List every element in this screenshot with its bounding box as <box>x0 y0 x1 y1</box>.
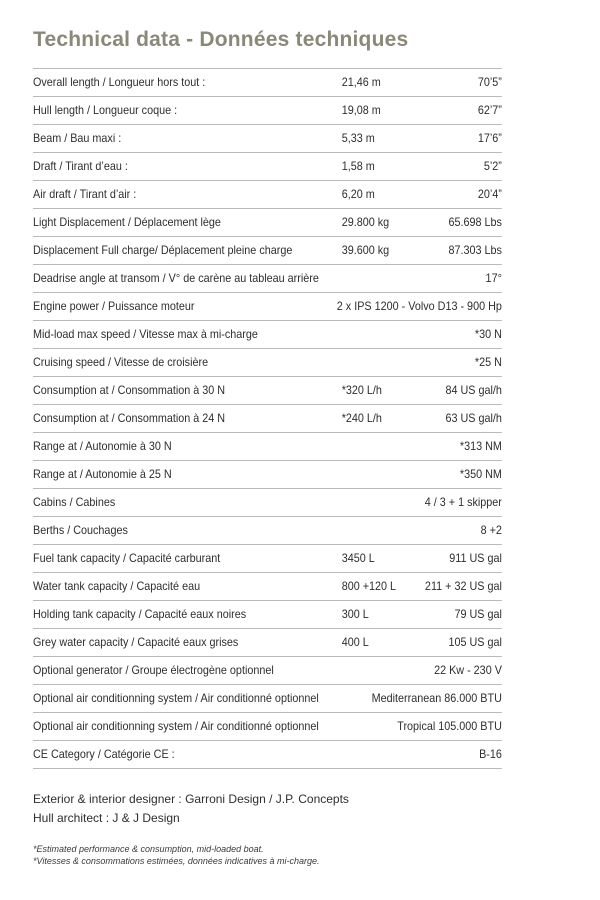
table-row <box>33 629 502 657</box>
footnotes <box>33 843 319 867</box>
table-row <box>33 97 502 125</box>
spec-label: Overall length / Longueur hors tout : <box>33 75 206 89</box>
spec-metric-value: *240 L/h <box>341 411 382 425</box>
spec-label: Holding tank capacity / Capacité eaux noires <box>33 607 247 621</box>
spec-imperial-value: 105 US gal <box>448 635 502 649</box>
table-row <box>33 685 502 713</box>
spec-metric-value: 1,58 m <box>341 159 375 173</box>
spec-imperial-value: 84 US gal/h <box>445 383 502 397</box>
spec-metric-value: 21,46 m <box>341 75 381 89</box>
spec-metric-value: 5,33 m <box>341 131 375 145</box>
spec-imperial-value: 22 Kw - 230 V <box>434 663 502 677</box>
table-row <box>33 181 502 209</box>
spec-metric-value: 6,20 m <box>341 187 375 201</box>
table-row <box>33 601 502 629</box>
spec-metric-value: 400 L <box>341 635 369 649</box>
spec-imperial-value: 911 US gal <box>449 551 502 565</box>
spec-metric-value: 3450 L <box>341 551 375 565</box>
page-title: Technical data - Données techniques <box>33 28 409 51</box>
spec-metric-value: *320 L/h <box>341 383 382 397</box>
table-row <box>33 405 502 433</box>
spec-label: Mid-load max speed / Vitesse max à mi-charge <box>33 327 258 341</box>
spec-imperial-value: *350 NM <box>459 467 502 481</box>
spec-label: Optional air conditionning system / Air conditionné optionnel <box>33 719 319 733</box>
spec-label: Deadrise angle at transom / V° de carène au tableau arrière <box>33 271 319 285</box>
spec-imperial-value: 5’2” <box>483 159 502 173</box>
spec-imperial-value: *313 NM <box>459 439 502 453</box>
spec-metric-value: 300 L <box>341 607 369 621</box>
spec-metric-value: 39.600 kg <box>341 243 390 257</box>
spec-label: Optional generator / Groupe électrogène optionnel <box>33 663 274 677</box>
table-row <box>33 321 502 349</box>
spec-imperial-value: 2 x IPS 1200 - Volvo D13 - 900 Hp <box>336 299 502 313</box>
spec-metric-value: 800 +120 L <box>341 579 397 593</box>
spec-imperial-value: Tropical 105.000 BTU <box>397 719 502 733</box>
table-row <box>33 657 502 685</box>
table-row <box>33 153 502 181</box>
table-row <box>33 349 502 377</box>
spec-label: Displacement Full charge/ Déplacement pleine charge <box>33 243 293 257</box>
spec-label: Cabins / Cabines <box>33 495 116 509</box>
architect-credit: Hull architect : J & J Design <box>33 811 180 825</box>
footnote-english: *Estimated performance & consumption, mid-loaded boat. <box>33 844 264 854</box>
spec-label: Grey water capacity / Capacité eaux grises <box>33 635 239 649</box>
table-row <box>33 125 502 153</box>
spec-imperial-value: *30 N <box>474 327 502 341</box>
table-row <box>33 377 502 405</box>
spec-label: Range at / Autonomie à 30 N <box>33 439 172 453</box>
spec-label: Optional air conditionning system / Air conditionné optionnel <box>33 691 319 705</box>
table-row <box>33 265 502 293</box>
spec-imperial-value: 63 US gal/h <box>445 411 502 425</box>
table-row <box>33 517 502 545</box>
spec-metric-value: 19,08 m <box>341 103 381 117</box>
spec-imperial-value: 87.303 Lbs <box>448 243 502 257</box>
designer-credit: Exterior & interior designer : Garroni Design / J.P. Concepts <box>33 792 349 806</box>
spec-imperial-value: *25 N <box>474 355 502 369</box>
spec-imperial-value: 17’6” <box>477 131 502 145</box>
spec-label: Range at / Autonomie à 25 N <box>33 467 172 481</box>
spec-label: Hull length / Longueur coque : <box>33 103 178 117</box>
spec-label: CE Category / Catégorie CE : <box>33 747 175 761</box>
spec-imperial-value: Mediterranean 86.000 BTU <box>371 691 502 705</box>
spec-label: Consumption at / Consommation à 24 N <box>33 411 226 425</box>
credits-block <box>33 790 349 828</box>
spec-label: Light Displacement / Déplacement lège <box>33 215 221 229</box>
table-row <box>33 209 502 237</box>
spec-imperial-value: 8 +2 <box>480 523 502 537</box>
spec-label: Consumption at / Consommation à 30 N <box>33 383 226 397</box>
table-row <box>33 741 502 769</box>
spec-label: Water tank capacity / Capacité eau <box>33 579 201 593</box>
table-row <box>33 293 502 321</box>
spec-table <box>33 68 502 769</box>
table-row <box>33 237 502 265</box>
spec-imperial-value: 79 US gal <box>454 607 502 621</box>
spec-label: Beam / Bau maxi : <box>33 131 122 145</box>
spec-imperial-value: B-16 <box>479 747 502 761</box>
spec-label: Fuel tank capacity / Capacité carburant <box>33 551 221 565</box>
spec-imperial-value: 70’5” <box>477 75 502 89</box>
spec-imperial-value: 211 + 32 US gal <box>424 579 502 593</box>
spec-label: Cruising speed / Vitesse de croisière <box>33 355 209 369</box>
spec-label: Engine power / Puissance moteur <box>33 299 195 313</box>
spec-imperial-value: 17° <box>485 271 502 285</box>
table-row <box>33 713 502 741</box>
spec-label: Air draft / Tirant d’air : <box>33 187 137 201</box>
table-row <box>33 68 502 97</box>
table-row <box>33 489 502 517</box>
spec-metric-value: 29.800 kg <box>341 215 390 229</box>
table-row <box>33 461 502 489</box>
spec-label: Draft / Tirant d’eau : <box>33 159 128 173</box>
table-row <box>33 433 502 461</box>
spec-imperial-value: 4 / 3 + 1 skipper <box>424 495 502 509</box>
footnote-french: *Vitesses & consommations estimées, données indicatives à mi-charge. <box>33 856 320 866</box>
spec-label: Berths / Couchages <box>33 523 128 537</box>
table-row <box>33 545 502 573</box>
spec-imperial-value: 65.698 Lbs <box>448 215 502 229</box>
spec-imperial-value: 20’4” <box>477 187 502 201</box>
table-row <box>33 573 502 601</box>
spec-imperial-value: 62’7” <box>477 103 502 117</box>
